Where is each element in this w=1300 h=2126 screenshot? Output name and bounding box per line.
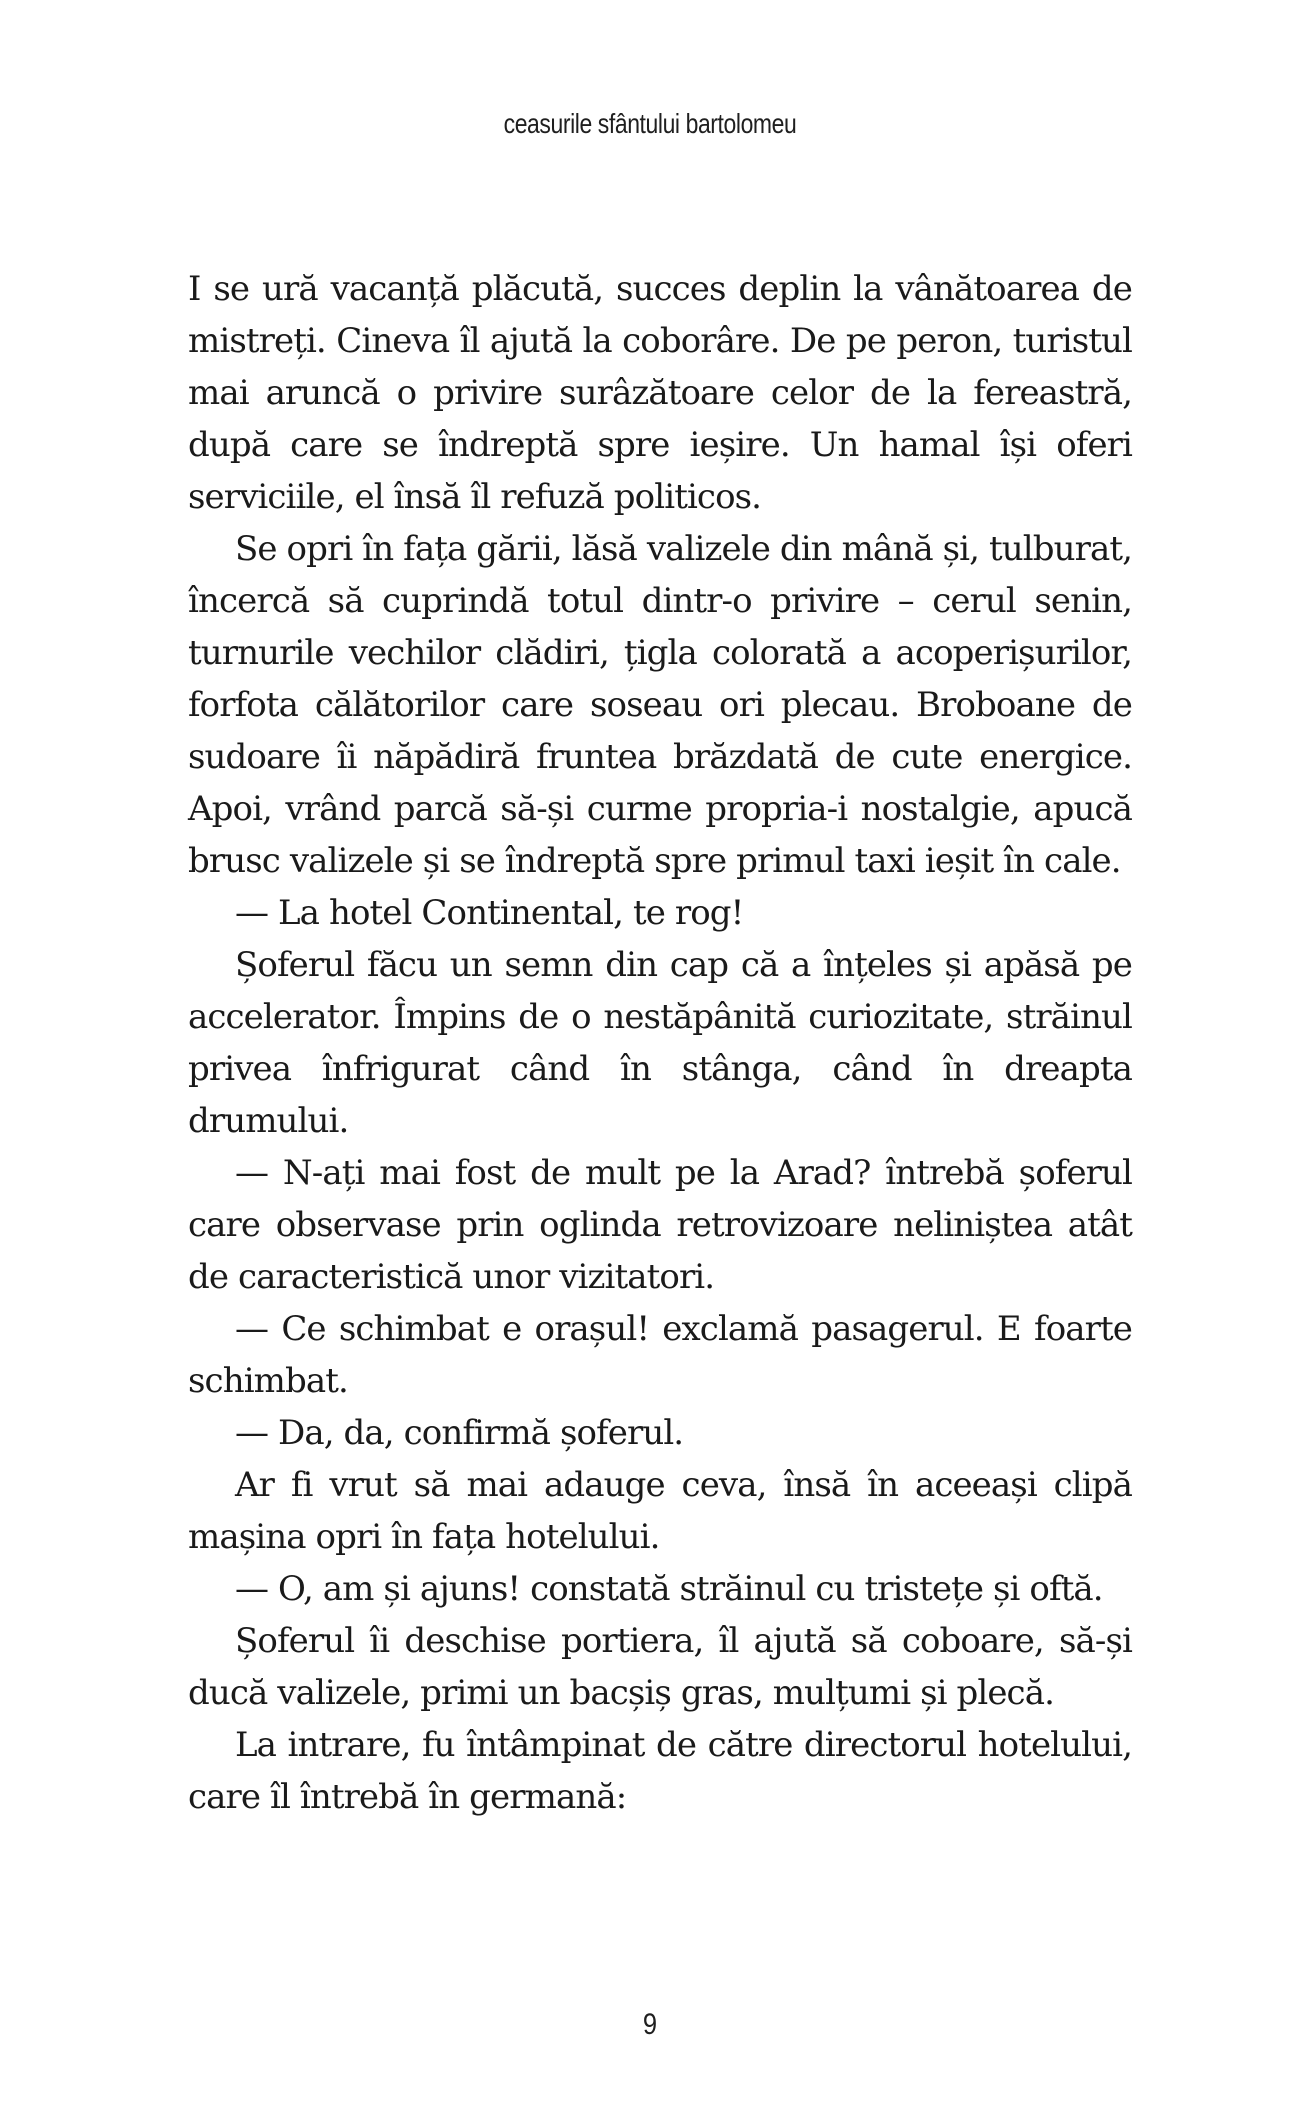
paragraph-3: — La hotel Continental, te rog!	[235, 893, 744, 933]
running-header: ceasurile sfântului bartolomeu	[503, 108, 797, 139]
paragraph-1: I se ură vacanță plăcută, succes deplin la vânătoarea de mistreți. Cineva îl ajută la coborâre. De pe peron, turistul mai aruncă o privire surâzătoare celor de la fereastră, după care se îndreptă spre ieșire. Un hamal își oferi serviciile, el însă îl refuză politicos.	[188, 269, 1132, 517]
paragraph-2: Se opri în fața gării, lăsă valizele din mână și, tulburat, încercă să cuprindă totul dintr-o privire – cerul senin, turnurile vechilor clădiri, țigla colorată a acoperișurilor, forfota călătorilor care soseau ori plecau. Broboane de sudoare îi năpădiră fruntea brăzdată de cute energice. Apoi, vrând parcă să-și curme propria-i nostalgie, apucă brusc valizele și se îndreptă spre primul taxi ieșit în cale.	[188, 529, 1132, 881]
paragraph-7: — Da, da, confirmă șoferul.	[235, 1413, 684, 1453]
paragraph-5: — N-ați mai fost de mult pe la Arad? întrebă șoferul care observase prin oglinda retrovizoare neliniștea atât de caracteristică unor vizitatori.	[188, 1153, 1132, 1297]
paragraph-10: Șoferul îi deschise portiera, îl ajută să coboare, să-și ducă valizele, primi un bacșiș gras, mulțumi și plecă.	[188, 1621, 1132, 1713]
paragraph-11: La intrare, fu întâmpinat de către directorul hotelului, care îl întrebă în germană:	[188, 1725, 1132, 1817]
paragraph-4: Șoferul făcu un semn din cap că a înțeles și apăsă pe accelerator. Împins de o nestăpânită curiozitate, străinul privea înfrigurat când în stânga, când în dreapta drumului.	[188, 945, 1132, 1141]
paragraph-8: Ar fi vrut să mai adauge ceva, însă în aceeași clipă mașina opri în fața hotelului.	[188, 1465, 1132, 1557]
paragraph-6: — Ce schimbat e orașul! exclamă pasagerul. E foarte schimbat.	[188, 1309, 1132, 1401]
body-text	[188, 263, 1132, 1823]
page-number: 9	[642, 2008, 658, 2041]
paragraph-9: — O, am și ajuns! constată străinul cu tristețe și oftă.	[235, 1569, 1103, 1609]
